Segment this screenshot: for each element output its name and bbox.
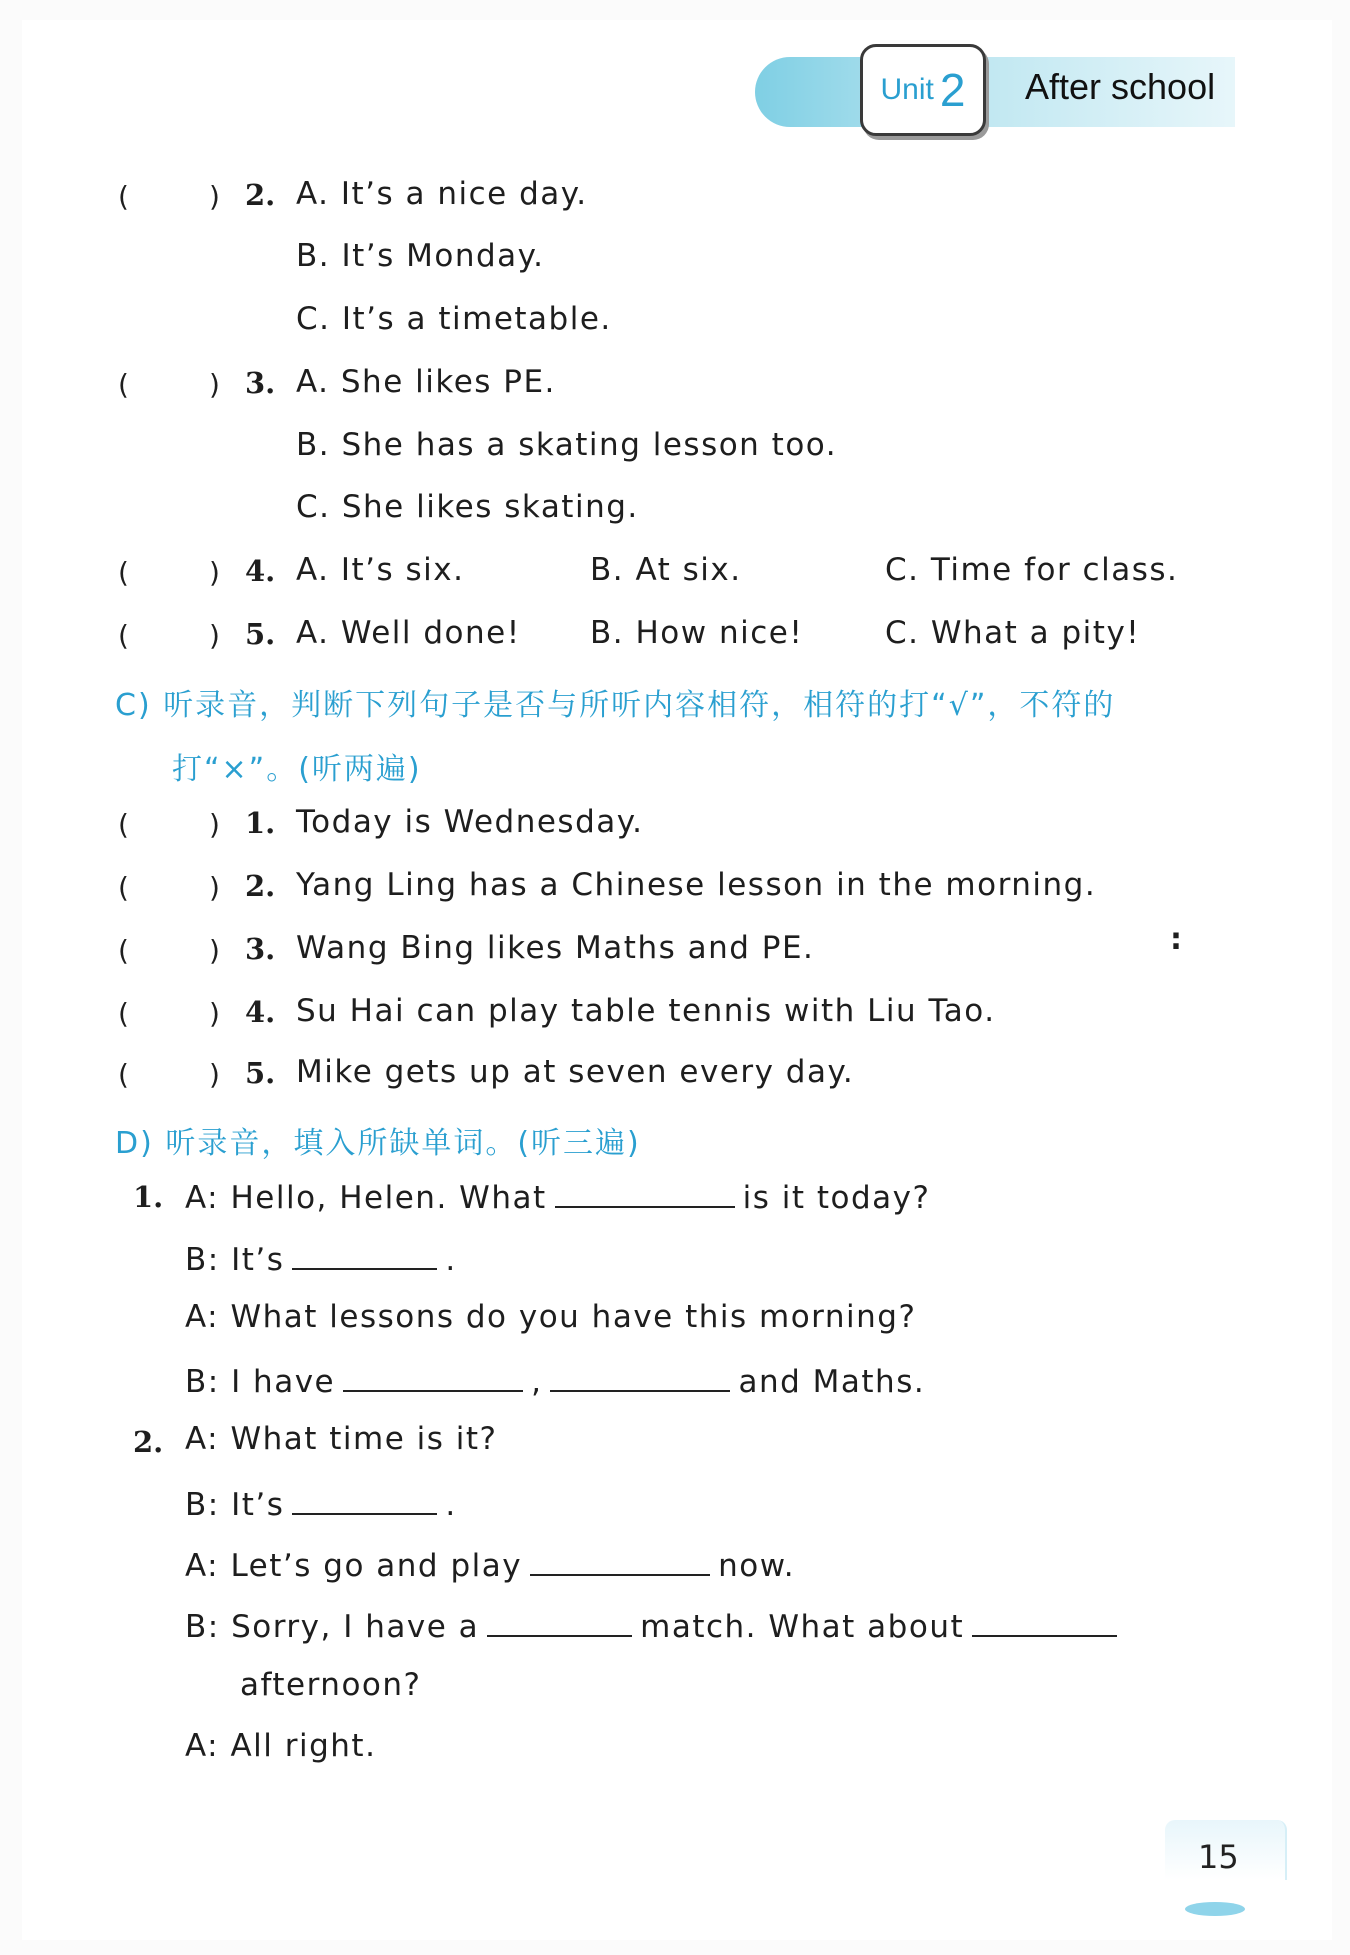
- dialog-number: 1.: [133, 1180, 164, 1214]
- statement: Mike gets up at seven every day.: [296, 1054, 855, 1090]
- answer-bracket[interactable]: ( ): [118, 556, 220, 589]
- section-c-heading: C) 听录音，判断下列句子是否与所听内容相符，相符的打“√”，不符的: [115, 688, 1116, 723]
- question-number: 3.: [245, 366, 276, 400]
- section-c-heading-cont: 打“×”。(听两遍): [172, 752, 422, 787]
- question-number: 3.: [245, 932, 276, 966]
- answer-blank[interactable]: [487, 1605, 632, 1637]
- page-number-base: [1185, 1902, 1245, 1916]
- question-number: 2.: [245, 178, 276, 212]
- answer-blank[interactable]: [555, 1176, 735, 1208]
- statement: Yang Ling has a Chinese lesson in the morning.: [296, 867, 1097, 903]
- unit-number: 2: [939, 64, 966, 116]
- dialog-line: A: What lessons do you have this morning?: [185, 1299, 917, 1335]
- question-number: 2.: [245, 869, 276, 903]
- statement: Su Hai can play table tennis with Liu Tao.: [296, 993, 996, 1029]
- option-a: A. Well done!: [296, 615, 521, 651]
- answer-bracket[interactable]: ( ): [118, 871, 220, 904]
- answer-blank[interactable]: [292, 1483, 437, 1515]
- option-c: C. It’s a timetable.: [296, 301, 612, 337]
- unit-badge: [860, 44, 986, 136]
- answer-bracket[interactable]: ( ): [118, 934, 220, 967]
- answer-bracket[interactable]: ( ): [118, 997, 220, 1030]
- option-a: A. It’s six.: [296, 552, 465, 588]
- option-a: A. It’s a nice day.: [296, 176, 588, 212]
- answer-blank[interactable]: [292, 1238, 437, 1270]
- answer-blank[interactable]: [550, 1360, 730, 1392]
- dialog-line: B: It’s .: [185, 1483, 457, 1523]
- question-number: 4.: [245, 554, 276, 588]
- unit-title: After school: [1025, 66, 1216, 107]
- dialog-line: B: It’s .: [185, 1238, 457, 1278]
- question-number: 5.: [245, 617, 276, 651]
- option-b: B. How nice!: [590, 615, 804, 651]
- dialog-line: A: All right.: [185, 1728, 377, 1764]
- answer-bracket[interactable]: ( ): [118, 619, 220, 652]
- dialog-line: A: Hello, Helen. What is it today?: [185, 1176, 930, 1216]
- question-number: 4.: [245, 995, 276, 1029]
- option-b: B. It’s Monday.: [296, 238, 545, 274]
- question-number: 1.: [245, 806, 276, 840]
- option-b: B. She has a skating lesson too.: [296, 427, 838, 463]
- stray-mark: :: [1170, 922, 1182, 957]
- option-c: C. She likes skating.: [296, 489, 639, 525]
- dialog-line-cont: afternoon?: [240, 1667, 422, 1703]
- answer-blank[interactable]: [343, 1360, 523, 1392]
- dialog-number: 2.: [133, 1425, 164, 1459]
- page-number: 15: [1198, 1838, 1239, 1876]
- statement: Today is Wednesday.: [296, 804, 644, 840]
- option-a: A. She likes PE.: [296, 364, 556, 400]
- dialog-line: A: Let’s go and play now.: [185, 1544, 795, 1584]
- unit-word: Unit: [880, 73, 934, 106]
- answer-bracket[interactable]: ( ): [118, 368, 220, 401]
- section-d-heading: D) 听录音，填入所缺单词。(听三遍): [115, 1126, 641, 1161]
- option-c: C. What a pity!: [885, 615, 1141, 651]
- statement: Wang Bing likes Maths and PE.: [296, 930, 815, 966]
- answer-blank[interactable]: [530, 1544, 710, 1576]
- answer-bracket[interactable]: ( ): [118, 1058, 220, 1091]
- dialog-line: A: What time is it?: [185, 1421, 498, 1457]
- option-c: C. Time for class.: [885, 552, 1179, 588]
- page: [22, 20, 1332, 1940]
- question-number: 5.: [245, 1056, 276, 1090]
- option-b: B. At six.: [590, 552, 742, 588]
- answer-blank[interactable]: [972, 1605, 1117, 1637]
- answer-bracket[interactable]: ( ): [118, 808, 220, 841]
- dialog-line: B: Sorry, I have a match. What about: [185, 1605, 1125, 1645]
- dialog-line: B: I have , and Maths.: [185, 1360, 925, 1400]
- answer-bracket[interactable]: ( ): [118, 180, 220, 213]
